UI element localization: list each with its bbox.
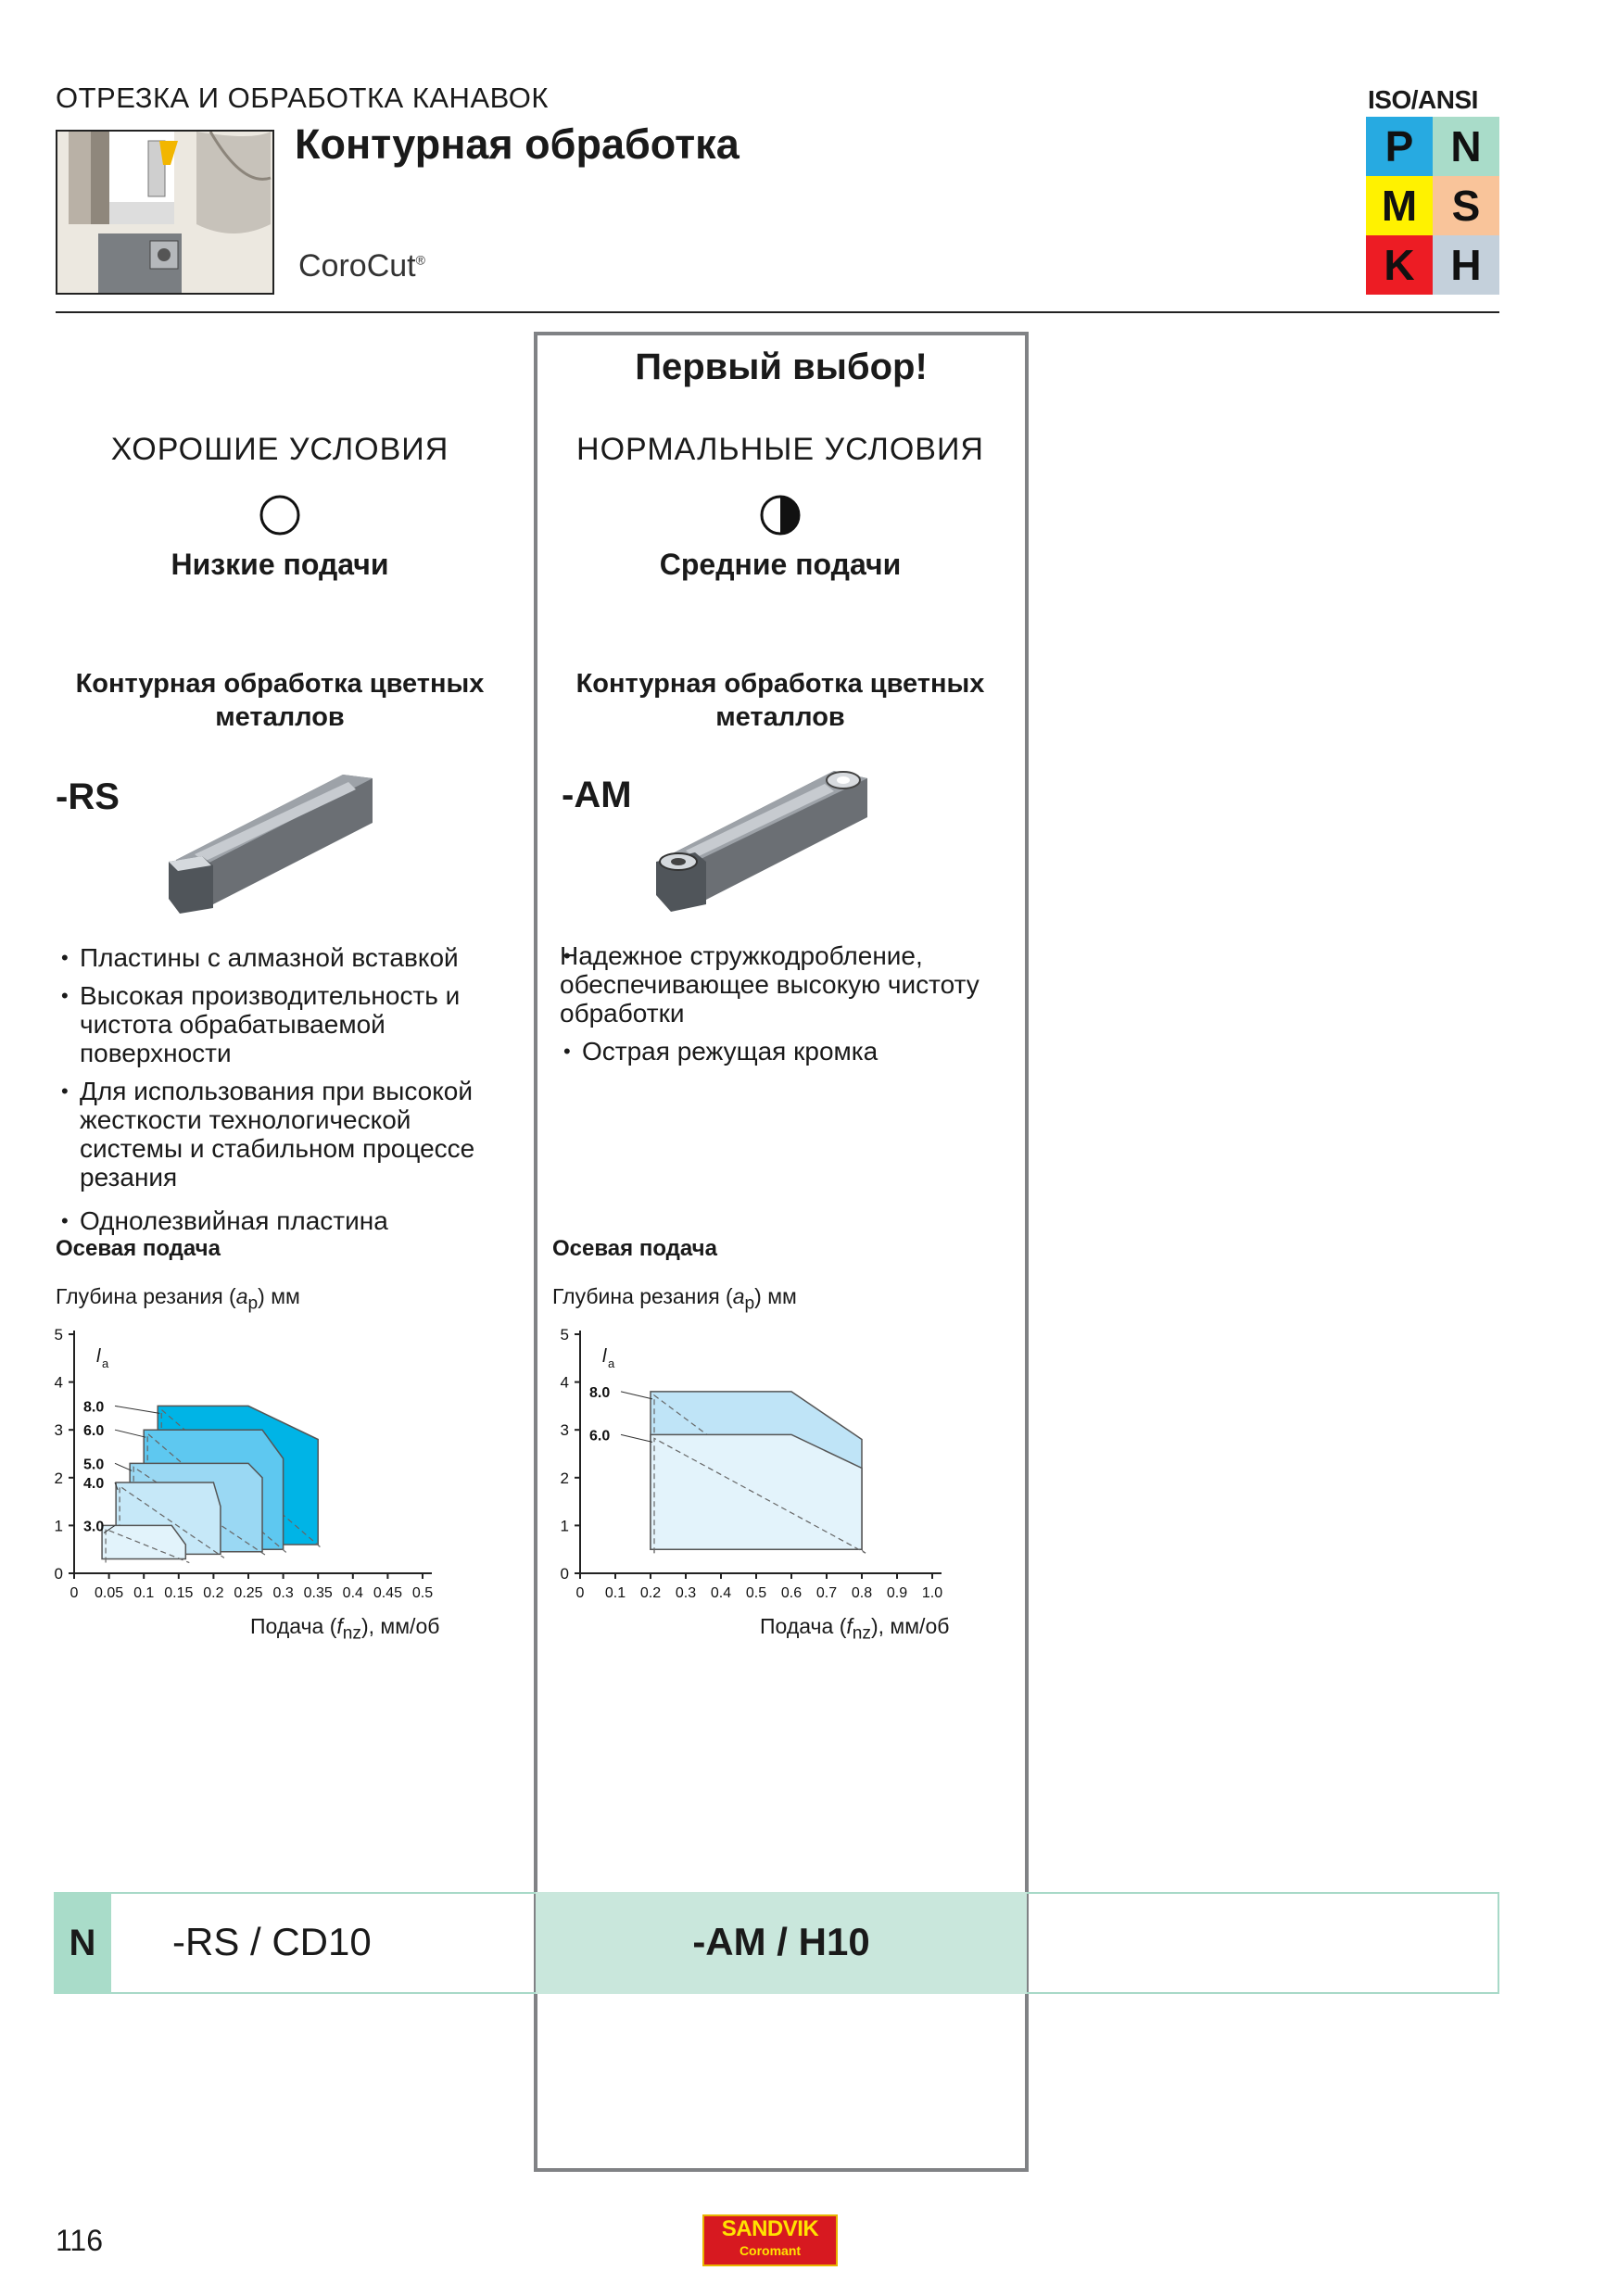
feed-suffix: ), мм/об [870, 1614, 950, 1638]
depth-prefix: Глубина резания ( [56, 1284, 236, 1308]
feature-item: • Пластины с алмазной вставкой [57, 943, 521, 972]
column-good-conditions [39, 432, 521, 582]
iso-cell-m: M [1366, 176, 1433, 235]
x-tick-label: 0.5 [411, 1585, 434, 1601]
depth-label-rs [56, 1284, 300, 1315]
feature-item: • Однолезвийная пластина [57, 1206, 521, 1235]
thumbnail-image [56, 130, 274, 295]
feed-label: Низкие подачи [171, 548, 389, 581]
la-label-sub: a [608, 1356, 615, 1370]
axial-feed-label-rs: Осевая подача [56, 1236, 221, 1261]
y-tick-label: 5 [560, 1326, 569, 1344]
x-tick-label: 0.45 [373, 1585, 402, 1601]
series-area [102, 1525, 185, 1558]
column-normal-conditions [539, 432, 1021, 582]
axial-feed-label-am: Осевая подача [552, 1236, 717, 1261]
rs-grade: -RS / CD10 [172, 1920, 372, 1963]
page-heading: Контурная обработка [295, 120, 739, 168]
empty-circle-icon [39, 494, 521, 536]
la-label-sub: a [102, 1356, 109, 1370]
x-tick-label: 0.8 [851, 1585, 873, 1601]
iso-cell-s: S [1433, 176, 1499, 235]
logo-line2: Coromant [739, 2243, 802, 2258]
sandvik-logo [702, 2214, 838, 2266]
la-label: l [96, 1346, 101, 1367]
insert-code-am: -AM [562, 775, 632, 815]
iso-n-cell: N [54, 1892, 111, 1994]
conditions-label: НОРМАЛЬНЫЕ УСЛОВИЯ [576, 432, 984, 467]
operation-label: Контурная обработка цветных металлов [75, 669, 485, 732]
features-list-am [560, 941, 1023, 1075]
x-tick-label: 0.3 [675, 1585, 697, 1601]
y-tick-label: 1 [54, 1517, 63, 1535]
y-tick-label: 0 [54, 1565, 63, 1583]
x-tick-label: 0.1 [604, 1585, 626, 1601]
x-tick-label: 0.4 [710, 1585, 732, 1601]
first-choice-title: Первый выбор! [635, 347, 928, 387]
series-label: 6.0 [83, 1423, 105, 1440]
iso-cell-k: K [1366, 235, 1433, 295]
feed-prefix: Подача ( [760, 1614, 847, 1638]
depth-symbol: a [235, 1284, 248, 1308]
brand-text: CoroCut [298, 248, 416, 284]
x-tick-label: 0.2 [203, 1585, 224, 1601]
chart-rs [37, 1316, 463, 1612]
y-tick-label: 3 [54, 1421, 63, 1440]
chart-am [537, 1316, 982, 1612]
logo-line1: SANDVIK [721, 2216, 819, 2241]
operation-label: Контурная обработка цветных металлов [575, 669, 985, 732]
feature-item: • Острая режущая кромка [560, 1037, 1023, 1066]
y-tick-label: 5 [54, 1326, 63, 1344]
am-grade: -AM / H10 [692, 1920, 870, 1963]
brand-name [298, 248, 425, 284]
la-label: l [602, 1346, 607, 1367]
x-tick-label: 0.6 [780, 1585, 803, 1601]
y-tick-label: 3 [560, 1421, 569, 1440]
section-title: ОТРЕЗКА И ОБРАБОТКА КАНАВОК [56, 82, 549, 114]
insert-rs-image [158, 769, 380, 922]
feed-symbol: f [336, 1614, 343, 1638]
series-label: 5.0 [83, 1457, 105, 1473]
x-tick-label: 0.3 [272, 1585, 294, 1601]
y-tick-label: 4 [54, 1373, 63, 1392]
x-tick-label: 0.15 [164, 1585, 194, 1601]
series-label: 8.0 [589, 1384, 611, 1401]
depth-sub: p [247, 1293, 259, 1314]
x-tick-label: 0 [70, 1585, 79, 1601]
x-tick-label: 1.0 [921, 1585, 943, 1601]
feed-sub: nz [852, 1623, 871, 1644]
depth-suffix: ) мм [754, 1284, 797, 1308]
feed-prefix: Подача ( [250, 1614, 337, 1638]
x-tick-label: 0.7 [815, 1585, 838, 1601]
y-tick-label: 2 [560, 1469, 569, 1487]
x-tick-label: 0.5 [745, 1585, 767, 1601]
y-tick-label: 4 [560, 1373, 569, 1392]
feed-axis-label-am [760, 1614, 949, 1645]
series-label: 8.0 [83, 1399, 105, 1416]
features-list-rs [57, 943, 521, 1244]
feature-item: • Высокая производительность и чистота обрабатываемой поверхности [57, 981, 521, 1067]
registered-mark: ® [415, 252, 425, 268]
series-label: 6.0 [589, 1428, 611, 1444]
feature-item: • Надежное стружкодробление, обеспечивающее высокую чистоту обработки [560, 941, 1023, 1028]
half-circle-icon [539, 494, 1021, 536]
depth-suffix: ) мм [258, 1284, 300, 1308]
series-leader [621, 1434, 652, 1442]
depth-sub: p [744, 1293, 755, 1314]
feature-item: • Для использования при высокой жесткости технологической системы и стабильном процессе резания [57, 1077, 521, 1192]
feed-label: Средние подачи [659, 548, 902, 581]
x-tick-label: 0.9 [886, 1585, 908, 1601]
depth-label-am [552, 1284, 797, 1315]
x-tick-label: 0 [575, 1585, 585, 1601]
x-tick-label: 0.4 [342, 1585, 363, 1601]
iso-cell-p: P [1366, 117, 1433, 176]
iso-cell-h: H [1433, 235, 1499, 295]
series-leader [115, 1406, 159, 1413]
header-divider [56, 311, 1499, 313]
y-tick-label: 0 [560, 1565, 569, 1583]
insert-am-image [649, 765, 871, 918]
feed-suffix: ), мм/об [360, 1614, 440, 1638]
feed-sub: nz [342, 1623, 361, 1644]
y-tick-label: 2 [54, 1469, 63, 1487]
series-leader [621, 1392, 652, 1399]
feed-symbol: f [846, 1614, 853, 1638]
page-number: 116 [56, 2224, 104, 2257]
x-tick-label: 0.05 [95, 1585, 124, 1601]
iso-ansi-label: ISO/ANSI [1368, 85, 1478, 114]
series-leader [115, 1430, 145, 1437]
x-tick-label: 0.2 [639, 1585, 662, 1601]
x-tick-label: 0.1 [133, 1585, 155, 1601]
series-label: 4.0 [83, 1475, 105, 1492]
iso-cell-n: N [1433, 117, 1499, 176]
x-tick-label: 0.35 [303, 1585, 333, 1601]
y-tick-label: 1 [560, 1517, 569, 1535]
depth-prefix: Глубина резания ( [552, 1284, 733, 1308]
depth-symbol: a [732, 1284, 745, 1308]
insert-code-rs: -RS [56, 776, 120, 817]
x-tick-label: 0.25 [234, 1585, 263, 1601]
iso-material-grid [1366, 117, 1499, 295]
feed-axis-label-rs [250, 1614, 439, 1645]
conditions-label: ХОРОШИЕ УСЛОВИЯ [110, 432, 449, 467]
series-label: 3.0 [83, 1519, 105, 1535]
